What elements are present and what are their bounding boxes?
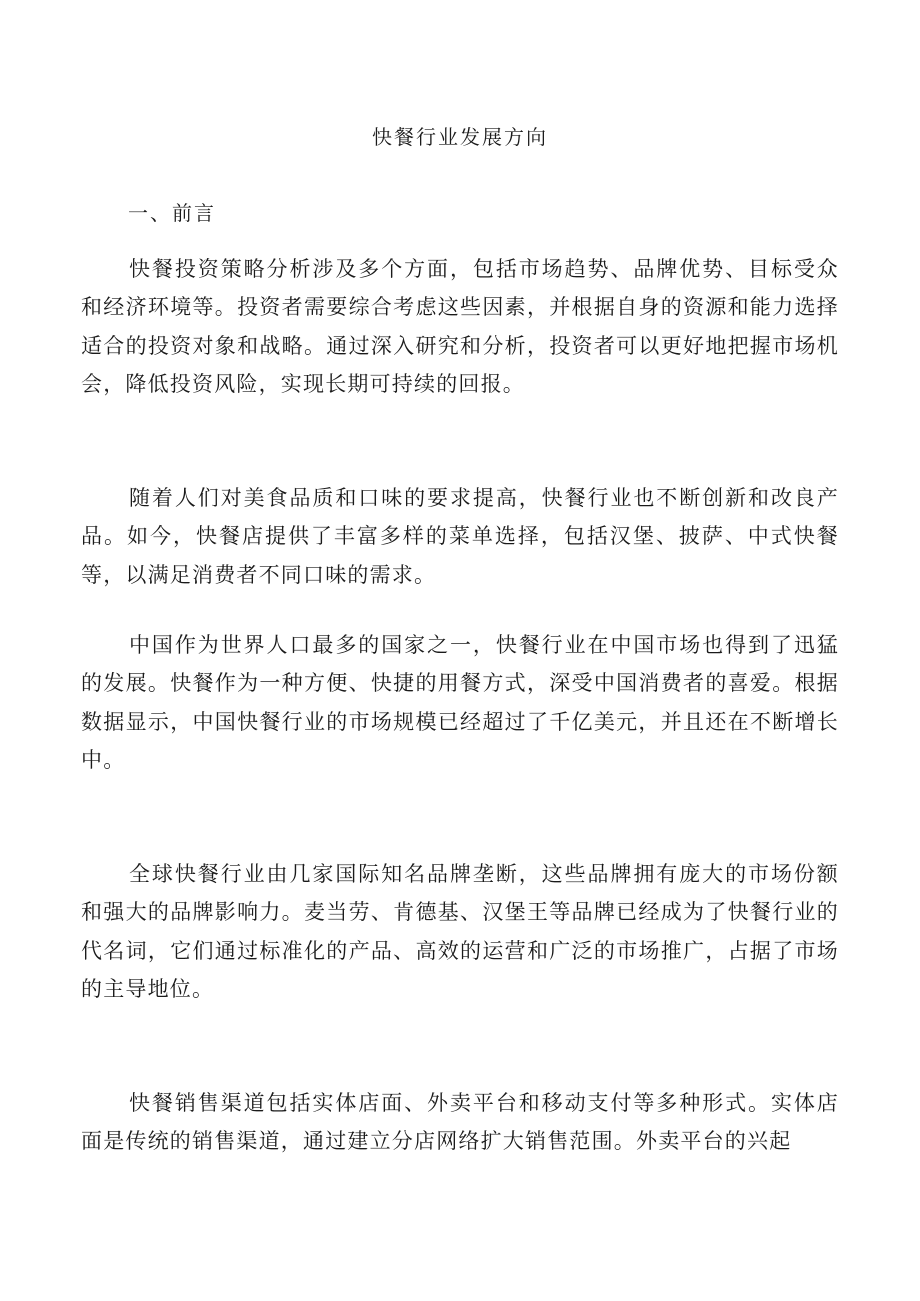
paragraph: 全球快餐行业由几家国际知名品牌垄断，这些品牌拥有庞大的市场份额和强大的品牌影响力。麦当劳、肯德基、汉堡王等品牌已经成为了快餐行业的代名词，它们通过标准化的产品、高效的运营和广泛的市场推广，占据了市场的主导地位。: [81, 862, 839, 1001]
section-heading: 一、前言: [128, 201, 216, 225]
paragraph: 快餐投资策略分析涉及多个方面，包括市场趋势、品牌优势、目标受众和经济环境等。投资者需要综合考虑这些因素，并根据自身的资源和能力选择适合的投资对象和战略。通过深入研究和分析，投资者可以更好地把握市场机会，降低投资风险，实现长期可持续的回报。: [81, 257, 839, 396]
paragraph: 快餐销售渠道包括实体店面、外卖平台和移动支付等多种形式。实体店面是传统的销售渠道，通过建立分店网络扩大销售范围。外卖平台的兴起: [81, 1091, 839, 1154]
paragraph: 中国作为世界人口最多的国家之一，快餐行业在中国市场也得到了迅猛的发展。快餐作为一种方便、快捷的用餐方式，深受中国消费者的喜爱。根据数据显示，中国快餐行业的市场规模已经超过了千亿美元，并且还在不断增长中。: [81, 633, 839, 772]
document-title: 快餐行业发展方向: [372, 125, 548, 149]
paragraph: 随着人们对美食品质和口味的要求提高，快餐行业也不断创新和改良产品。如今，快餐店提供了丰富多样的菜单选择，包括汉堡、披萨、中式快餐等，以满足消费者不同口味的需求。: [81, 486, 839, 587]
